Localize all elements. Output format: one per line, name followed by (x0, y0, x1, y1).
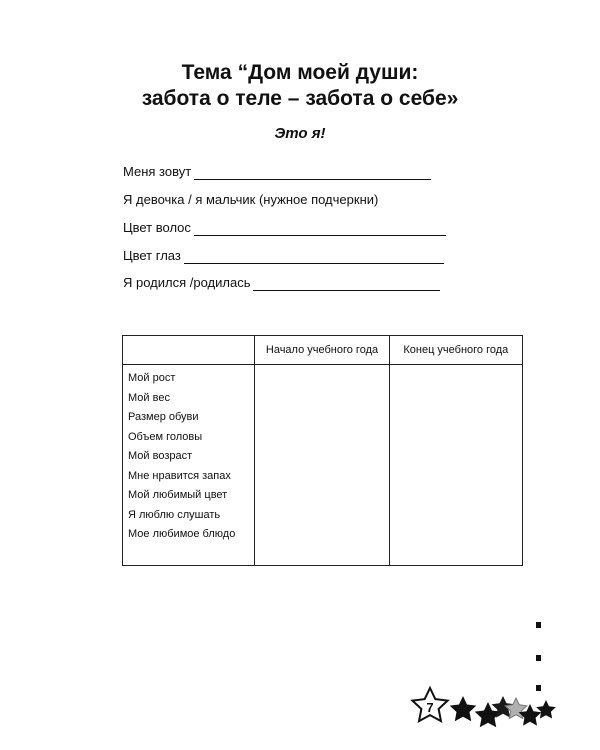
row-label: Мой любимый цвет (128, 489, 228, 501)
row-label: Мой вес (128, 391, 170, 404)
hair-color-blank-line[interactable] (194, 223, 446, 236)
birth-blank-line[interactable] (253, 278, 440, 291)
hair-color-field (123, 220, 446, 236)
page-title-line-2: забота о теле – забота о себе» (141, 87, 459, 110)
table-header-row (123, 336, 523, 365)
edge-mark (536, 655, 541, 661)
name-blank-line[interactable] (194, 167, 431, 180)
row-label: Размер обуви (128, 411, 199, 423)
page-title-line-1: Тема “Дом моей души: (181, 61, 419, 84)
row-labels-cell (123, 365, 255, 566)
black-star-icon (536, 700, 556, 719)
start-of-year-cell[interactable] (255, 365, 389, 566)
table-header-end-of-year: Конец учебного года (389, 336, 522, 365)
birth-label: Я родился /родилась (123, 275, 251, 290)
eye-color-blank-line[interactable] (184, 251, 444, 264)
stars-decoration (408, 682, 600, 750)
end-of-year-cell[interactable] (389, 365, 522, 566)
table-header-empty (123, 336, 255, 365)
row-label: Мой возраст (128, 450, 193, 462)
subtitle: Это я! (274, 125, 326, 142)
gender-label: Я девочка / я мальчик (нужное подчеркни) (123, 192, 379, 207)
name-field (123, 164, 431, 180)
birth-field (123, 275, 440, 291)
table-body-row (123, 365, 523, 566)
edge-mark (536, 622, 541, 628)
gender-field (123, 192, 378, 208)
eye-color-label: Цвет глаз (123, 248, 181, 263)
name-label: Меня зовут (123, 164, 192, 179)
row-label: Я люблю слушать (128, 508, 221, 521)
hair-color-label: Цвет волос (123, 220, 191, 235)
page-number: 7 (426, 700, 434, 715)
row-label: Мне нравится запах (128, 469, 231, 482)
table-header-start-of-year: Начало учебного года (255, 336, 389, 365)
row-label: Мое любимое блюдо (128, 528, 236, 540)
row-label: Мой рост (128, 372, 176, 384)
black-star-icon (450, 696, 477, 721)
measurements-table (122, 335, 523, 566)
eye-color-field (123, 248, 444, 264)
row-label: Объем головы (128, 430, 203, 443)
